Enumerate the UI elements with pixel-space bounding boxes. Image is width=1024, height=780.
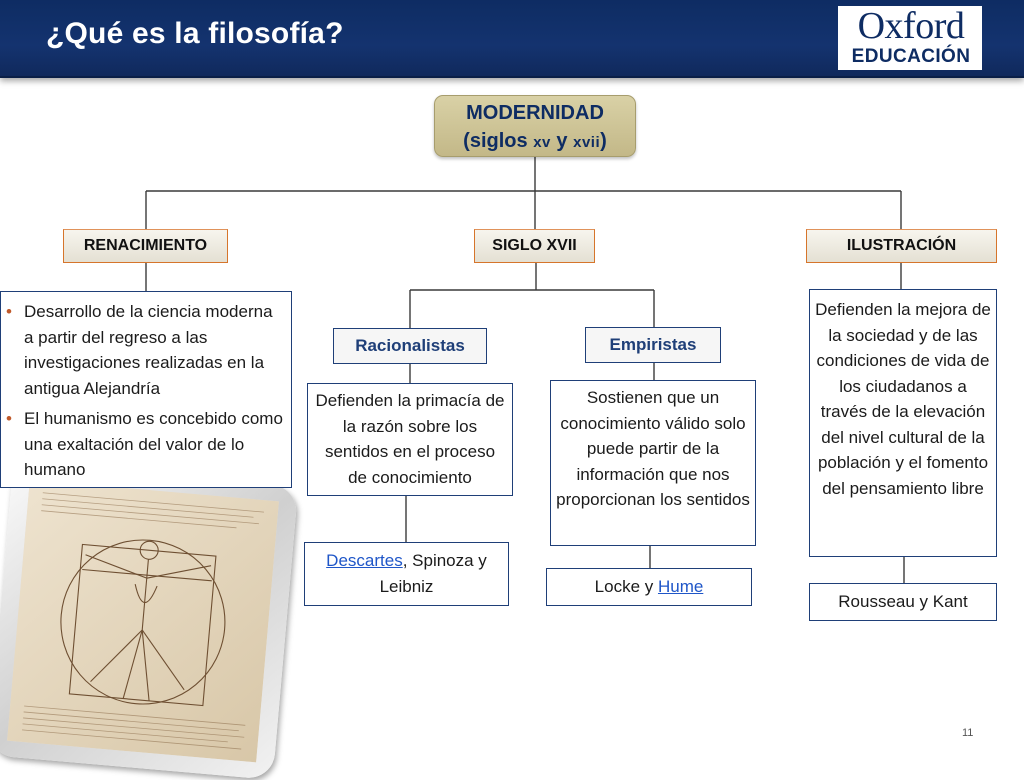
modernidad-node	[434, 95, 636, 157]
ilustracion-node: ILUSTRACIÓN	[806, 229, 997, 263]
descartes-link[interactable]: Descartes	[326, 551, 403, 570]
bullet-item: • El humanismo es concebido como una exaltación del valor de lo humano	[24, 406, 285, 483]
modernidad-subtitle	[435, 127, 635, 157]
racionalistas-authors-rest: , Spinoza y Leibniz	[379, 551, 487, 596]
century-end: xvii	[573, 134, 601, 151]
vitruvian-drawing	[7, 480, 279, 763]
racionalistas-node: Racionalistas	[333, 328, 487, 364]
logo-division: EDUCACIÓN	[851, 46, 971, 67]
ilustracion-authors: Rousseau y Kant	[809, 583, 997, 621]
empiristas-authors-prefix: Locke y	[594, 577, 658, 596]
logo-brand: Oxford	[857, 5, 965, 47]
page-number: 11	[962, 727, 974, 739]
empiristas-description: Sostienen que un conocimiento válido solo puede partir de la información que nos proporcionan los sentidos	[550, 380, 756, 546]
racionalistas-description: Defienden la primacía de la razón sobre los sentidos en el proceso de conocimiento	[307, 383, 513, 496]
hume-link[interactable]: Hume	[657, 577, 704, 596]
centuries-suffix: )	[600, 130, 607, 152]
slide-title: ¿Qué es la filosofía?	[46, 17, 344, 50]
centuries-connector: y	[550, 130, 574, 152]
empiristas-node: Empiristas	[585, 327, 721, 363]
ilustracion-description: Defienden la mejora de la sociedad y de las condiciones de vida de los ciudadanos a través de la elevación del nivel cultural de la población y el fomento del pensamiento libre	[809, 289, 997, 557]
racionalistas-authors	[304, 542, 509, 606]
manuscript-page	[7, 480, 279, 763]
vitruvian-man-image	[0, 462, 298, 780]
centuries-prefix: (siglos	[463, 130, 534, 152]
siglo-xvii-node: SIGLO XVII	[474, 229, 595, 263]
renacimiento-node: RENACIMIENTO	[63, 229, 228, 263]
empiristas-authors	[546, 568, 752, 606]
modernidad-title: MODERNIDAD	[466, 102, 604, 124]
bullet-item: • Desarrollo de la ciencia moderna a partir del regreso a las investigaciones realizadas en la antigua Alejandría	[24, 299, 285, 401]
renacimiento-bullets	[24, 299, 285, 483]
century-start: xv	[533, 134, 551, 151]
renacimiento-description	[0, 291, 292, 488]
